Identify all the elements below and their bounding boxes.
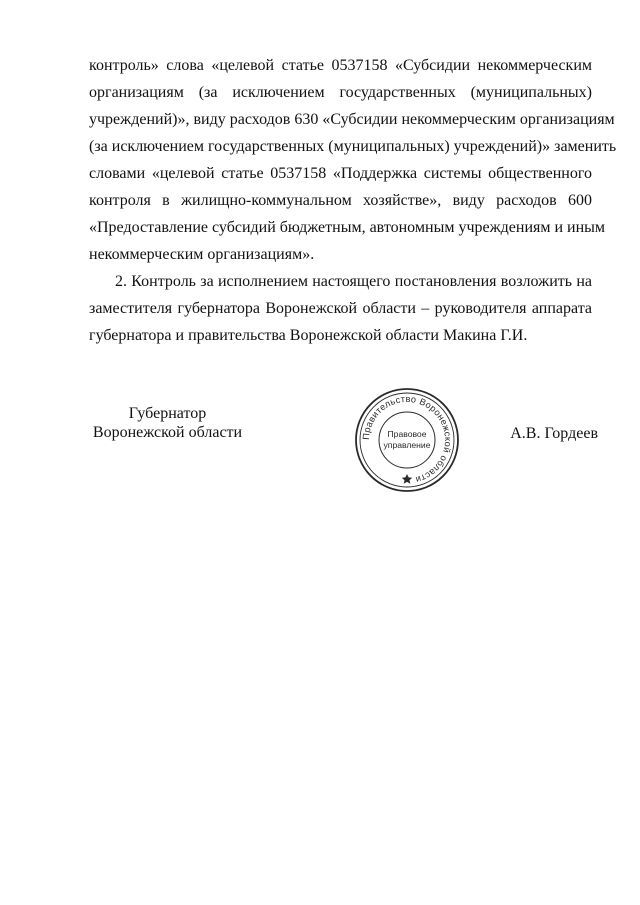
stamp-star-icon — [402, 474, 412, 484]
stamp-seal-graphic — [353, 386, 461, 494]
paragraph1-line: словами «целевой статье 0537158 «Поддержка системы общественного — [89, 165, 592, 182]
paragraph1-line: учреждений)», виду расходов 630 «Субсидии некоммерческим организациям — [89, 111, 615, 128]
paragraph2-line: губернатора и правительства Воронежской области Макина Г.И. — [89, 327, 528, 344]
body-text — [89, 52, 617, 349]
signature-title — [90, 404, 245, 442]
paragraph1-line: «Предоставление субсидий бюджетным, автономным учреждениям и иным — [89, 219, 606, 236]
paragraph1-line: (за исключением государственных (муниципальных) учреждений)» заменить — [89, 138, 617, 155]
signature-title-line1: Губернатор — [128, 405, 207, 422]
signature-title-line2: Воронежской области — [92, 424, 243, 441]
paragraph1-line: контроля в жилищно-коммунальном хозяйстве», виду расходов 600 — [89, 192, 592, 209]
paragraph1-line: некоммерческим организациям». — [89, 246, 315, 263]
paragraph1-line: организациям (за исключением государственных (муниципальных) — [89, 84, 592, 101]
stamp-center-line1: Правовое — [387, 429, 427, 439]
stamp-center-line2: управление — [383, 440, 431, 450]
paragraph1-line: контроль» слова «целевой статье 0537158 «Субсидии некоммерческим — [89, 57, 592, 74]
stamp-ring-text: Правительство Воронежской области — [360, 393, 454, 485]
paragraph2-line: заместителя губернатора Воронежской области – руководителя аппарата — [89, 300, 592, 317]
official-stamp — [353, 386, 461, 494]
paragraph2-line: 2. Контроль за исполнением настоящего постановления возложить на — [115, 273, 592, 290]
signature-name: А.В. Гордеев — [510, 425, 598, 442]
